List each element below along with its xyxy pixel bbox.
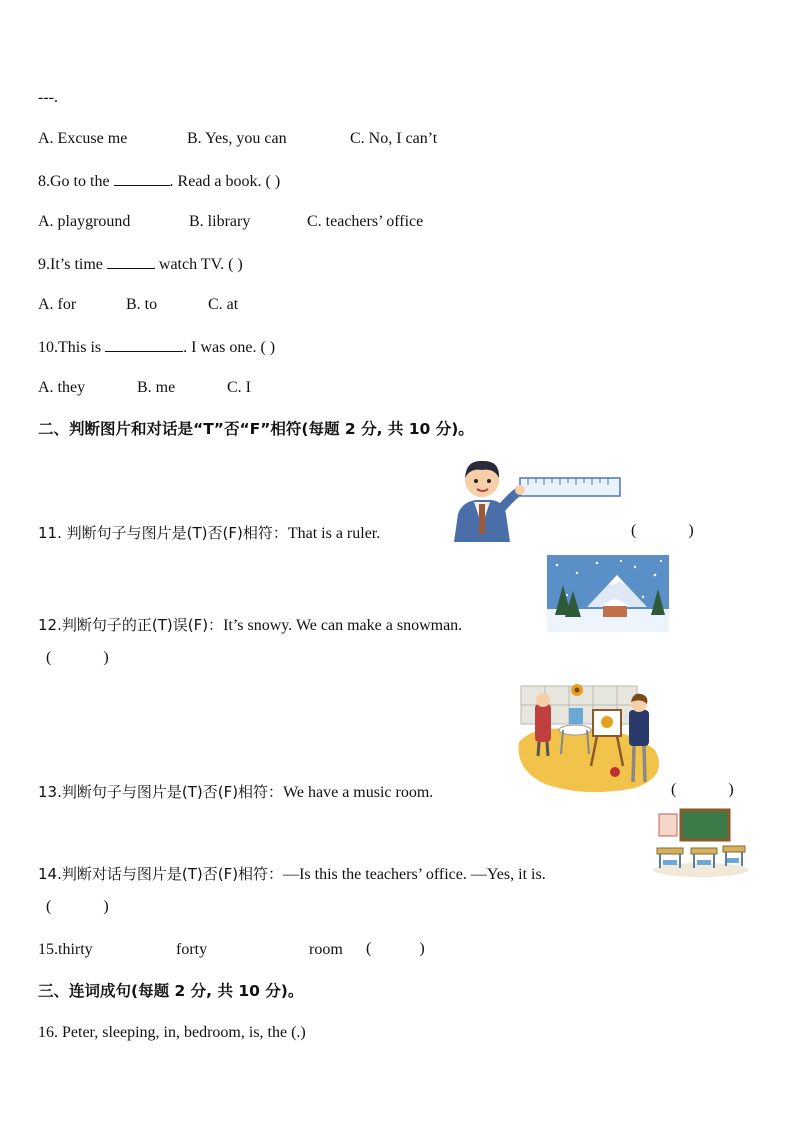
q12-answer-paren[interactable]: ( )	[46, 649, 109, 666]
q9-question	[38, 254, 243, 275]
q10-question	[38, 337, 275, 358]
q14-picture	[651, 806, 751, 878]
art-room-illustration	[515, 680, 669, 798]
q8-option-a: A. playground	[38, 213, 131, 230]
q9-answer-blank[interactable]	[107, 254, 155, 269]
q14-sentence: —Is this the teachers’ office. —Yes, it is.	[283, 866, 546, 883]
q9-option-a: A. for	[38, 296, 77, 313]
snowy-landscape-illustration	[547, 555, 669, 632]
q11-picture	[448, 456, 624, 542]
classroom-illustration	[651, 806, 751, 878]
q7-option-c: C. No, I can’t	[350, 130, 438, 147]
q10-text-post: . I was one. ( )	[183, 339, 276, 356]
q11-instruction: 11. 判断句子与图片是(T)否(F)相符：	[38, 524, 288, 542]
q15-answer-paren[interactable]: ( )	[366, 940, 425, 957]
q16-question: 16. Peter, sleeping, in, bedroom, is, the (.)	[38, 1024, 306, 1041]
q11-sentence: That is a ruler.	[287, 525, 381, 542]
q8-option-c: C. teachers’ office	[307, 213, 424, 230]
q9-option-c: C. at	[208, 296, 239, 313]
q15-word-1: 15.thirty	[38, 941, 93, 958]
q10-option-c: C. I	[227, 379, 251, 396]
q13-sentence: We have a music room.	[283, 784, 434, 801]
q13-picture	[515, 680, 669, 798]
boy-with-ruler-illustration	[448, 456, 624, 542]
q12-sentence: It’s snowy. We can make a snowman.	[223, 617, 463, 634]
q8-question	[38, 171, 280, 192]
q12-question	[38, 615, 462, 636]
q8-text-pre: 8.Go to the	[38, 173, 114, 190]
q10-text-pre: 10.This is	[38, 339, 106, 356]
q8-text-post: . Read a book. ( )	[169, 173, 281, 190]
q14-answer-paren[interactable]: ( )	[46, 898, 109, 915]
q14-question	[38, 864, 546, 885]
q9-text-pre: 9.It’s time	[38, 256, 107, 273]
q15-word-2: forty	[176, 941, 208, 958]
q12-picture	[547, 555, 669, 632]
q9-option-b: B. to	[126, 296, 158, 313]
section-2-heading: 二、判断图片和对话是“T”否“F”相符(每题 2 分, 共 10 分)。	[38, 420, 474, 438]
q8-option-b: B. library	[189, 213, 251, 230]
q7-option-b: B. Yes, you can	[187, 130, 287, 147]
q13-question	[38, 782, 433, 803]
q10-option-b: B. me	[137, 379, 176, 396]
q14-instruction: 14.判断对话与图片是(T)否(F)相符：	[38, 865, 284, 883]
q11-question	[38, 523, 380, 544]
q7-option-a: A. Excuse me	[38, 130, 128, 147]
q13-instruction: 13.判断句子与图片是(T)否(F)相符：	[38, 783, 284, 801]
section-3-heading: 三、连词成句(每题 2 分, 共 10 分)。	[38, 982, 304, 1000]
q10-answer-blank[interactable]	[105, 337, 183, 352]
q13-answer-paren[interactable]: ( )	[671, 781, 734, 798]
q8-answer-blank[interactable]	[114, 171, 170, 186]
q11-answer-paren[interactable]: ( )	[631, 522, 694, 539]
q12-instruction: 12.判断句子的正(T)误(F)：	[38, 616, 224, 634]
q10-option-a: A. they	[38, 379, 86, 396]
q15-word-3: room	[309, 941, 343, 958]
q9-text-post: watch TV. ( )	[154, 256, 243, 273]
q7-tail: ---.	[38, 89, 58, 106]
